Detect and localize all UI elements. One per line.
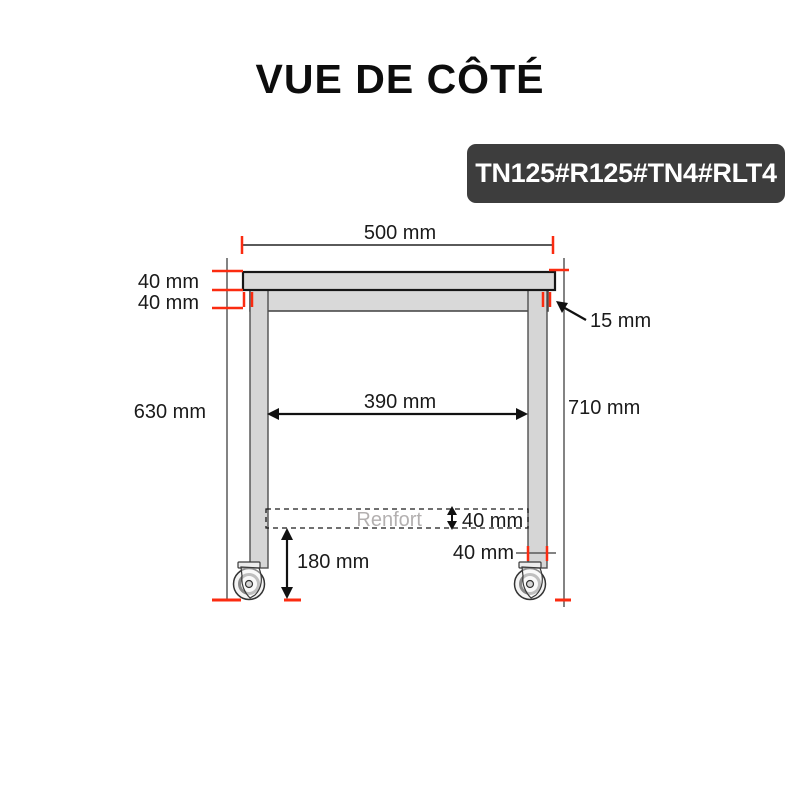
dim-renfort-ground-clearance: 180 mm [297, 551, 370, 573]
dim-leg-inner-height: 630 mm [133, 401, 206, 423]
left-caster-icon [234, 562, 265, 600]
right-leg [528, 290, 547, 568]
frame-rail [250, 290, 548, 311]
product-code-text: TN125#R125#TN4#RLT4 [475, 158, 777, 188]
renfort-label: Renfort [356, 509, 422, 531]
left-leg [250, 290, 268, 568]
dim-renfort-thickness: 40 mm [462, 510, 524, 532]
tabletop [243, 272, 555, 290]
dim-top-thickness: 40 mm [137, 271, 199, 293]
right-caster-icon [515, 562, 546, 600]
dim-leg-width: 40 mm [452, 542, 514, 564]
dim-top-width: 500 mm [363, 222, 437, 244]
page-title: VUE DE CÔTÉ [255, 56, 545, 102]
dim-top-overhang: 15 mm [590, 310, 652, 332]
dim-total-height: 710 mm [568, 397, 641, 419]
dim-frame-height: 40 mm [137, 292, 199, 314]
dim-inner-width: 390 mm [363, 391, 437, 413]
